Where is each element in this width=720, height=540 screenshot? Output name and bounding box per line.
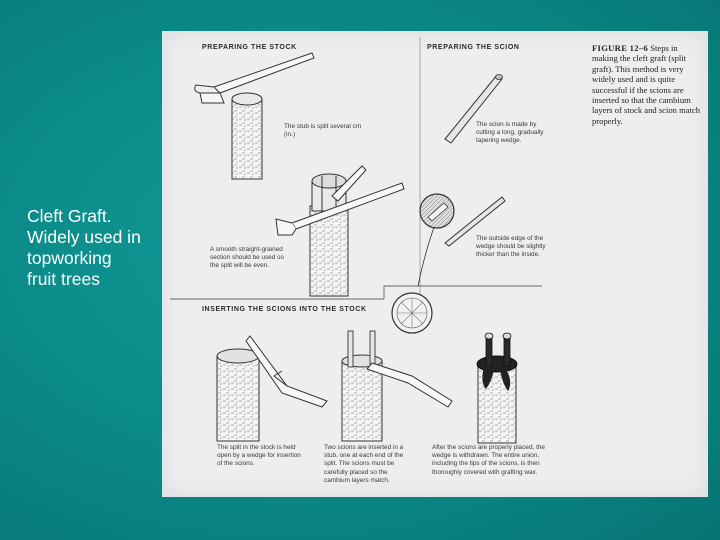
note-smooth-section: A smooth straight-grained section should be used so the split will be even. [210,246,284,270]
heading-preparing-stock: PREPARING THE STOCK [202,44,297,51]
two-scions-inserted [342,331,452,441]
cleft-graft-figure [162,31,708,497]
note-stub-split: The stub is split several cm (in.) [284,123,362,139]
caption-line: Cleft Graft. [27,206,112,226]
stock-cross-section [392,293,432,333]
figure-label: FIGURE 12–6 [592,43,649,53]
stock-with-wedge [276,166,404,296]
note-scion-made: The scion is made by cutting a long, gradually tapering wedge. [476,121,544,145]
note-two-scions: Two scions are inserted in a stub, one at each end of the split. The scions must be carefully placed so the cambium layers match. [324,444,404,484]
caption-line: topworking [27,248,112,268]
note-split-held-open: The split in the stock is held open by a wedge for insertion of the scions. [217,444,301,468]
waxed-union [477,333,517,443]
split-held-open [217,336,327,441]
stub-with-knife [195,53,314,179]
heading-inserting-scions: INSERTING THE SCIONS INTO THE STOCK [202,306,367,313]
figure-caption-text: Steps in making the cleft graft (split graft). This method is very widely used and is quite successful if the scions are inserted so that the cambium layers of stock and scion match properly. [592,43,701,126]
caption-line: Widely used in [27,227,141,247]
figure-caption [592,43,704,126]
heading-preparing-scion: PREPARING THE SCION [427,44,520,51]
slide-caption [27,206,162,290]
note-after-placed: After the scions are properly placed, the wedge is withdrawn. The entire union, including the tips of the scions, is then thoroughly covered with grafting wax. [432,444,545,476]
note-outside-edge: The outside edge of the wedge should be slightly thicker than the inside. [476,235,546,259]
caption-line: fruit trees [27,269,100,289]
